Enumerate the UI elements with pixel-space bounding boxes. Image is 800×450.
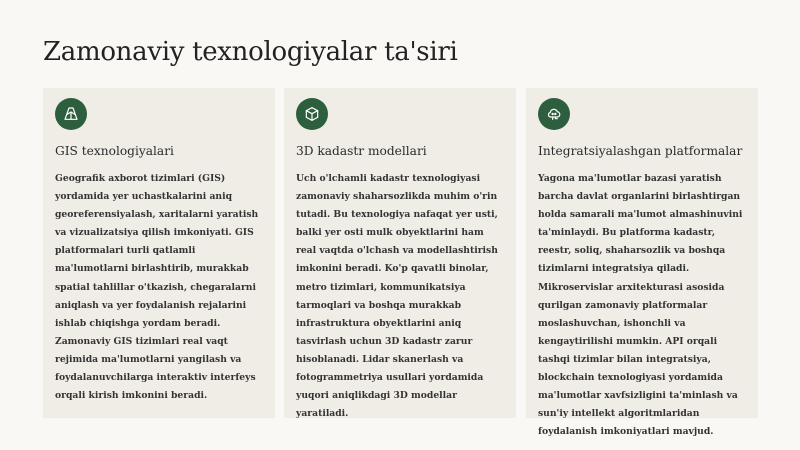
- card-row: [43, 88, 757, 438]
- slide-title: Zamonaviy texnologiyalar ta'siri: [43, 37, 458, 67]
- icon-badge: [538, 98, 570, 130]
- map-layers-icon: [63, 106, 79, 122]
- card-gis: [43, 88, 275, 418]
- icon-badge: [296, 98, 328, 130]
- card-title: Integratsiyalashgan platformalar: [538, 144, 743, 158]
- card-3d-cadastre: [284, 88, 516, 418]
- card-body: Uch o'lchamli kadastr texnologiyasi zamonaviy shaharsozlikda muhim o'rin tutadi. Bu texnologiya nafaqat yer usti, balki yer osti mulk obyektlarini ham real vaqtda o'lchash va modellashtirish imkonini beradi. Ko'p qavatli binolar, metro tizimlari, kommunikatsiya tarmoqlari va boshqa murakkab infrastruktura obyektlarini aniq tasvirlash uchun 3D kadastr zarur hisoblanadi. Lidar skanerlash va fotogrammetriya usullari yordamida yuqori aniqlikdagi 3D modellar yaratiladi.: [296, 173, 498, 420]
- cube-icon: [304, 106, 320, 122]
- card-body: Geografik axborot tizimlari (GIS) yordamida yer uchastkalarini aniq georeferensiyalash, xaritalarni yaratish va vizualizatsiya qilish imkoniyati. GIS platformalari turli qatlamli ma'lumotlarni birlashtirib, murakkab spatial tahlillar o'tkazish, chegaralarni aniqlash va yer foydalanish rejalarini ishlab chiqishga yordam beradi. Zamonaviy GIS tizimlari real vaqt rejimida ma'lumotlarni yangilash va foydalanuvchilarga interaktiv interfeys orqali kirish imkonini beradi.: [55, 173, 259, 402]
- card-title: 3D kadastr modellari: [296, 144, 427, 158]
- cloud-network-icon: [546, 106, 562, 122]
- icon-badge: [55, 98, 87, 130]
- card-integrated-platforms: [526, 88, 758, 438]
- card-body: Yagona ma'lumotlar bazasi yaratish barcha davlat organlarini birlashtirgan holda samarali ma'lumot almashinuvini ta'minlaydi. Bu platforma kadastr, reestr, soliq, shaharsozlik va boshqa tizimlarni integratsiya qiladi. Mikroservislar arxitekturasi asosida qurilgan zamonaviy platformalar moslashuvchan, ishonchli va kengaytirilishi mumkin. API orqali tashqi tizimlar bilan integratsiya, blockchain texnologiyasi yordamida ma'lumotlar xavfsizligini ta'minlash va sun'iy intellekt algoritmlaridan foydalanish imkoniyatlari mavjud.: [538, 173, 743, 438]
- card-title: GIS texnologiyalari: [55, 144, 174, 158]
